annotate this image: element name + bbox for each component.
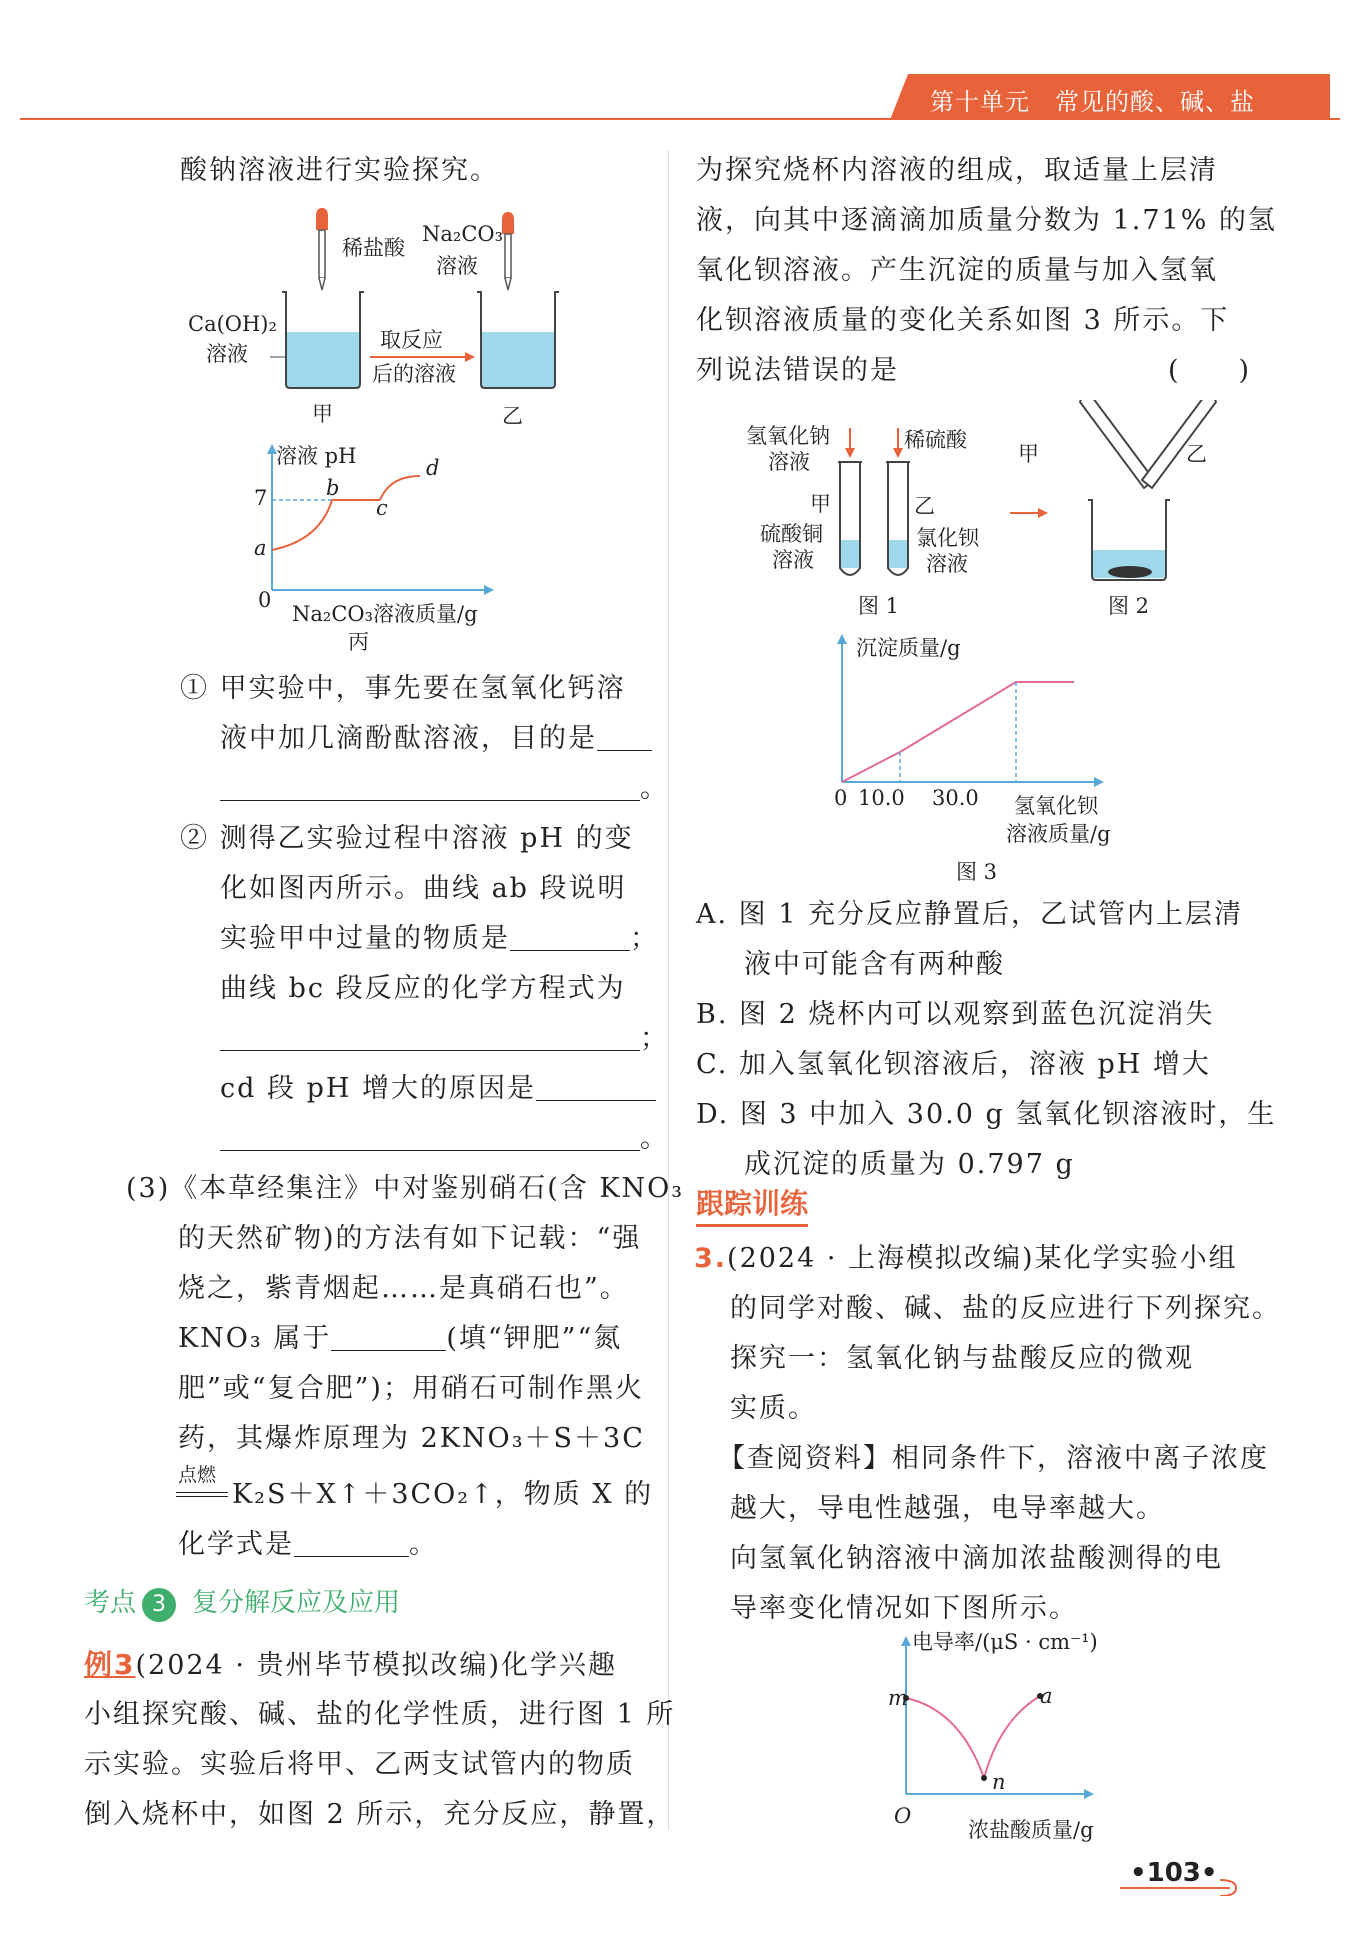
dropper-na2co3 [502,212,514,290]
q3-line4: KNO₃ 属于 (填“钾肥”“氮 [178,1314,622,1363]
q2-line4: 曲线 bc 段反应的化学方程式为 [220,973,626,1004]
ph-d: d [426,456,440,480]
tube-jia [838,462,862,575]
ph-c: c [376,496,388,520]
q2-blank-d[interactable] [220,1119,640,1151]
kaodian-header: 考点 3 复分解反应及应用 [84,1582,400,1622]
lbl-na2co3-solution: 溶液 [436,254,478,278]
cond-origin: O [894,1804,912,1828]
ph-b: b [326,476,340,500]
fig1-naoh2: 溶液 [768,450,810,474]
lbl-yi: 乙 [502,404,523,428]
q1-line3: 。 [220,764,669,813]
option-a-line1[interactable]: A. 图 1 充分反应静置后，乙试管内上层清 [696,899,1244,930]
fig1-naoh: 氢氧化钠 [746,424,830,448]
ex3-tag: 例3 [84,1648,136,1681]
ex3-line4: 倒入烧杯中，如图 2 所示，充分反应，静置， [84,1799,676,1830]
fig2-jia: 甲 [1018,442,1039,466]
q2-line3: 实验甲中过量的物质是 ； [220,914,659,963]
option-d-line2: 成沉淀的质量为 0.797 g [744,1149,1075,1180]
tube-yi [886,462,910,575]
fig2-caption: 图 2 [1108,594,1150,618]
fig1-cuso4-2: 溶液 [772,548,814,572]
q2-blank-c[interactable] [536,1069,656,1101]
fig3-x1: 10.0 [858,786,905,810]
q2-line6: cd 段 pH 增大的原因是 [220,1064,656,1113]
page-number: •103• [1130,1858,1218,1888]
cond-curve [906,1696,1040,1778]
ph-curve-ab [272,500,332,550]
r-p5: 列说法错误的是 [696,355,899,386]
fig2-yi: 乙 [1186,442,1207,466]
fig1-bacl2: 氯化钡 [916,526,979,550]
r-p3: 氧化钡溶液。产生沉淀的质量与加入氢氧 [696,255,1218,286]
beaker-jia [282,292,364,388]
ph-caption: 丙 [348,630,369,654]
q2-line7: 。 [220,1114,669,1163]
r-q3-line2: 的同学对酸、碱、盐的反应进行下列探究。 [730,1293,1281,1324]
r-q3-line7: 向氢氧化钠溶液中滴加浓盐酸测得的电 [730,1543,1223,1574]
point-n [981,1775,987,1781]
ph-ylabel: 溶液 pH [276,444,357,468]
fig3-y-arrow [837,634,847,644]
intro-tail: 酸钠溶液进行实验探究。 [180,155,499,186]
ex3-line1: 例3(2024 · 贵州毕节模拟改编)化学兴趣 [84,1648,618,1681]
lbl-after-solution: 后的溶液 [372,362,456,386]
cond-n: n [992,1770,1006,1794]
fig3-x2: 30.0 [932,786,979,810]
q3-line7: K₂S＋X↑＋3CO₂↑，物质 X 的 [232,1479,654,1510]
lbl-take-after: 取反应 [380,328,443,352]
q1-blank-b[interactable] [220,769,640,801]
ph-xlabel: Na₂CO₃溶液质量/g [292,602,478,626]
q3-line6: 药，其爆炸原理为 2KNO₃＋S＋3C [178,1423,645,1454]
tracking-training-heading: 跟踪训练 [696,1182,808,1227]
r-q3-line4: 实质。 [730,1393,817,1424]
fig2-tube-jia [1080,400,1154,488]
q2-line5: ； [220,1014,669,1063]
ph-origin: 0 [258,588,272,612]
kaodian-num: 3 [142,1588,176,1622]
answer-paren: ( ) [1168,355,1252,386]
q2-blank-a[interactable] [510,919,630,951]
r-q3-line5: 【查阅资料】相同条件下，溶液中离子浓度 [718,1443,1269,1474]
q3-line3: 烧之，紫青烟起……是真硝石也”。 [178,1273,629,1304]
fig3-x0: 0 [834,786,848,810]
q3-line8: 化学式是 。 [178,1520,438,1569]
fig3-ylabel: 沉淀质量/g [856,636,961,660]
option-b[interactable]: B. 图 2 烧杯内可以观察到蓝色沉淀消失 [696,999,1215,1030]
lbl-dilute-hcl: 稀盐酸 [342,236,405,260]
ex3-line3: 示实验。实验后将甲、乙两支试管内的物质 [84,1749,635,1780]
lbl-jia: 甲 [312,402,333,426]
fig3-xlabel1: 氢氧化钡 [1014,794,1098,818]
cond-m: m [888,1686,908,1710]
r-q3-line6: 越大，导电性越强，电导率越大。 [730,1493,1165,1524]
q1-blank-a[interactable] [597,719,652,751]
cond-ylabel: 电导率/(μS · cm⁻¹) [912,1630,1098,1654]
q2-blank-b[interactable] [220,1019,640,1051]
option-d-line1[interactable]: D. 图 3 中加入 30.0 g 氢氧化钡溶液时，生 [696,1099,1277,1130]
ph-a: a [254,536,267,560]
r-p2: 液，向其中逐滴滴加质量分数为 1.71% 的氢 [696,205,1277,236]
unit-title: 第十单元 常见的酸、碱、盐 [930,88,1255,116]
q3-blank-b[interactable] [294,1525,409,1557]
ph-seven: 7 [254,486,268,510]
fig3-x-arrow [1094,777,1104,787]
page-ornament [1120,1872,1250,1896]
option-c[interactable]: C. 加入氢氧化钡溶液后，溶液 pH 增大 [696,1049,1211,1080]
cond-xlabel: 浓盐酸质量/g [968,1818,1094,1842]
fig1-cuso4: 硫酸铜 [760,522,823,546]
option-a-line2: 液中可能含有两种酸 [744,949,1005,980]
fig1-yi: 乙 [914,494,935,518]
q1-line1: ① 甲实验中，事先要在氢氧化钙溶 [180,673,626,704]
fig1-caption: 图 1 [858,594,900,618]
r-q3-line3: 探究一：氢氧化钠与盐酸反应的微观 [730,1343,1194,1374]
r-p1: 为探究烧杯内溶液的组成，取适量上层清 [696,155,1218,186]
column-divider [668,150,669,1830]
lbl-caoh2-solution: 溶液 [206,342,248,366]
fig2-beaker [1088,500,1170,580]
ex3-line2: 小组探究酸、碱、盐的化学性质，进行图 1 所 [84,1699,676,1730]
q3-line5: 肥”或“复合肥”)；用硝石可制作黑火 [178,1373,644,1404]
cond-a: a [1040,1684,1053,1708]
q2-line1: ② 测得乙实验过程中溶液 pH 的变 [180,823,634,854]
q3-number: 3. [694,1243,728,1274]
r-q3-line8: 导率变化情况如下图所示。 [730,1593,1078,1624]
fig3-series-line [842,682,1074,782]
q1-line2: 液中加几滴酚酞溶液，目的是 [220,714,652,763]
q3-line1: (3)《本草经集注》中对鉴别硝石(含 KNO₃ [126,1173,685,1204]
q3-equals [176,1492,228,1497]
fig1-bacl2-2: 溶液 [926,552,968,576]
fig3-caption: 图 3 [956,860,998,884]
fig3-xlabel2: 溶液质量/g [1006,822,1111,846]
q3-line2: 的天然矿物)的方法有如下记载：“强 [178,1223,642,1254]
lbl-caoh2: Ca(OH)₂ [188,312,277,336]
dropper-hcl [316,208,328,290]
fig1-jia: 甲 [810,492,831,516]
q3-blank-a[interactable] [331,1319,446,1351]
q2-line2: 化如图丙所示。曲线 ab 段说明 [220,873,627,904]
r-q3-line1: 3.(2024 · 上海模拟改编)某化学实验小组 [694,1243,1238,1274]
q3-condition: 点燃 [178,1464,217,1486]
fig1-h2so4: 稀硫酸 [904,428,967,452]
beaker-yi [477,292,559,388]
r-p4: 化钡溶液质量的变化关系如图 3 所示。下 [696,305,1230,336]
lbl-na2co3: Na₂CO₃ [422,222,504,246]
